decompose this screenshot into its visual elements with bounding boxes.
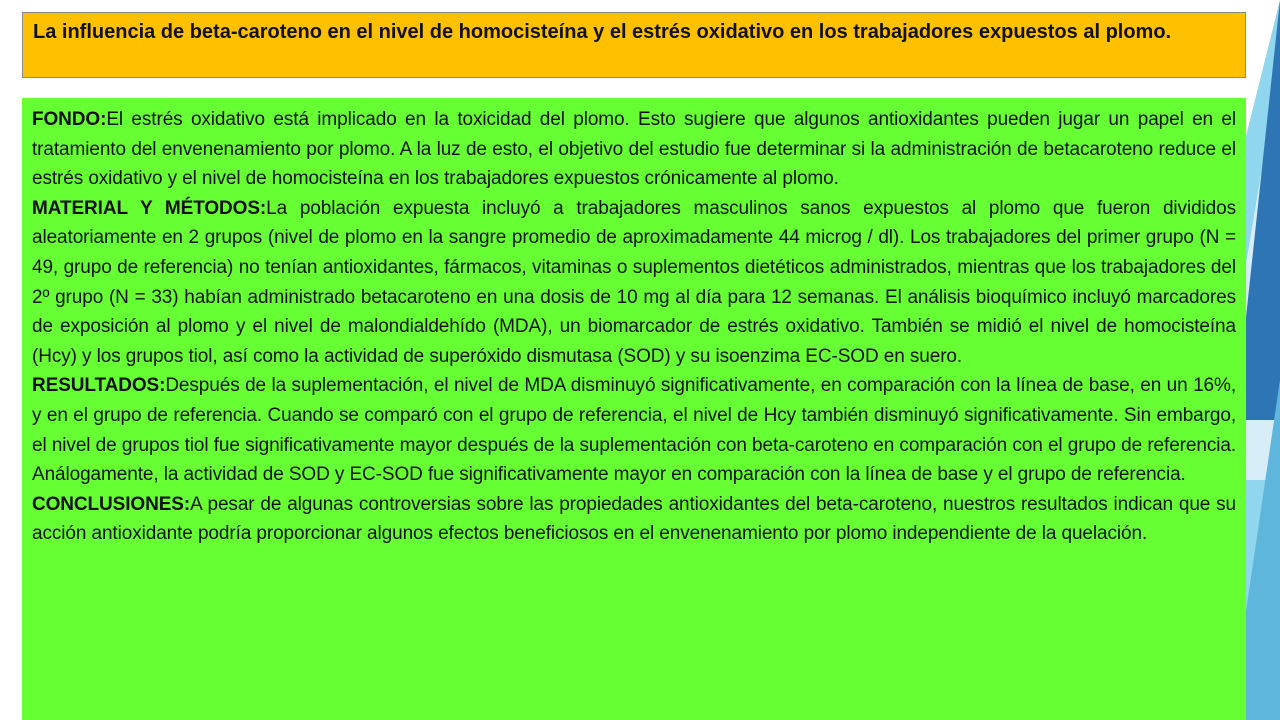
section-label: FONDO: bbox=[32, 109, 107, 130]
title-box bbox=[22, 12, 1246, 78]
section-label: CONCLUSIONES: bbox=[32, 493, 191, 515]
section-material-metodos bbox=[32, 194, 1236, 372]
section-fondo bbox=[32, 105, 1236, 194]
section-text: La población expuesta incluyó a trabajadores masculinos sanos expuestos al plomo que fueron divididos aleatoriamente en 2 grupos (nivel de plomo en la sangre promedio de aproximadamente 44 microg / dl). Los trabajadores del primer grupo (N = 49, grupo de referencia) no tenían antioxidantes, fármacos, vitaminas o suplementos dietéticos administrados, mientras que los trabajadores del 2º grupo (N = 33) habían administrado betacaroteno en una dosis de 10 mg al día para 12 semanas. El análisis bioquímico incluyó marcadores de exposición al plomo y el nivel de malondialdehído (MDA), un biomarcador de estrés oxidativo. También se midió el nivel de homocisteína (Hcy) y los grupos tiol, así como la actividad de superóxido dismutasa (SOD) y su isoenzima EC-SOD en suero. bbox=[32, 197, 1237, 367]
section-text: A pesar de algunas controversias sobre las propiedades antioxidantes del beta-caroteno, nuestros resultados indican que su acción antioxidante podría proporcionar algunos efectos beneficiosos en el envenenamiento por plomo independiente de la quelación. bbox=[32, 493, 1236, 545]
section-text: El estrés oxidativo está implicado en la toxicidad del plomo. Esto sugiere que algunos antioxidantes pueden jugar un papel en el tratamiento del envenenamiento por plomo. A la luz de esto, el objetivo del estudio fue determinar si la administración de betacaroteno reduce el estrés oxidativo y el nivel de homocisteína en los trabajadores expuestos crónicamente al plomo. bbox=[32, 109, 1236, 190]
section-text: Después de la suplementación, el nivel de MDA disminuyó significativamente, en comparación con la línea de base, en un 16%, y en el grupo de referencia. Cuando se comparó con el grupo de referencia, el nivel de Hcy también disminuyó significativamente. Sin embargo, el nivel de grupos tiol fue significativamente mayor después de la suplementación con beta-caroteno en comparación con el grupo de referencia. Análogamente, la actividad de SOD y EC-SOD fue significativamente mayor en comparación con la línea de base y el grupo de referencia. bbox=[32, 375, 1236, 486]
section-label: RESULTADOS: bbox=[32, 375, 166, 397]
slide-title: La influencia de beta-caroteno en el nivel de homocisteína y el estrés oxidativo en los trabajadores expuestos al plomo. bbox=[33, 21, 1172, 43]
abstract-box bbox=[22, 98, 1246, 720]
section-resultados bbox=[32, 371, 1236, 489]
section-conclusiones bbox=[32, 490, 1236, 549]
section-label: MATERIAL Y MÉTODOS: bbox=[32, 197, 267, 219]
